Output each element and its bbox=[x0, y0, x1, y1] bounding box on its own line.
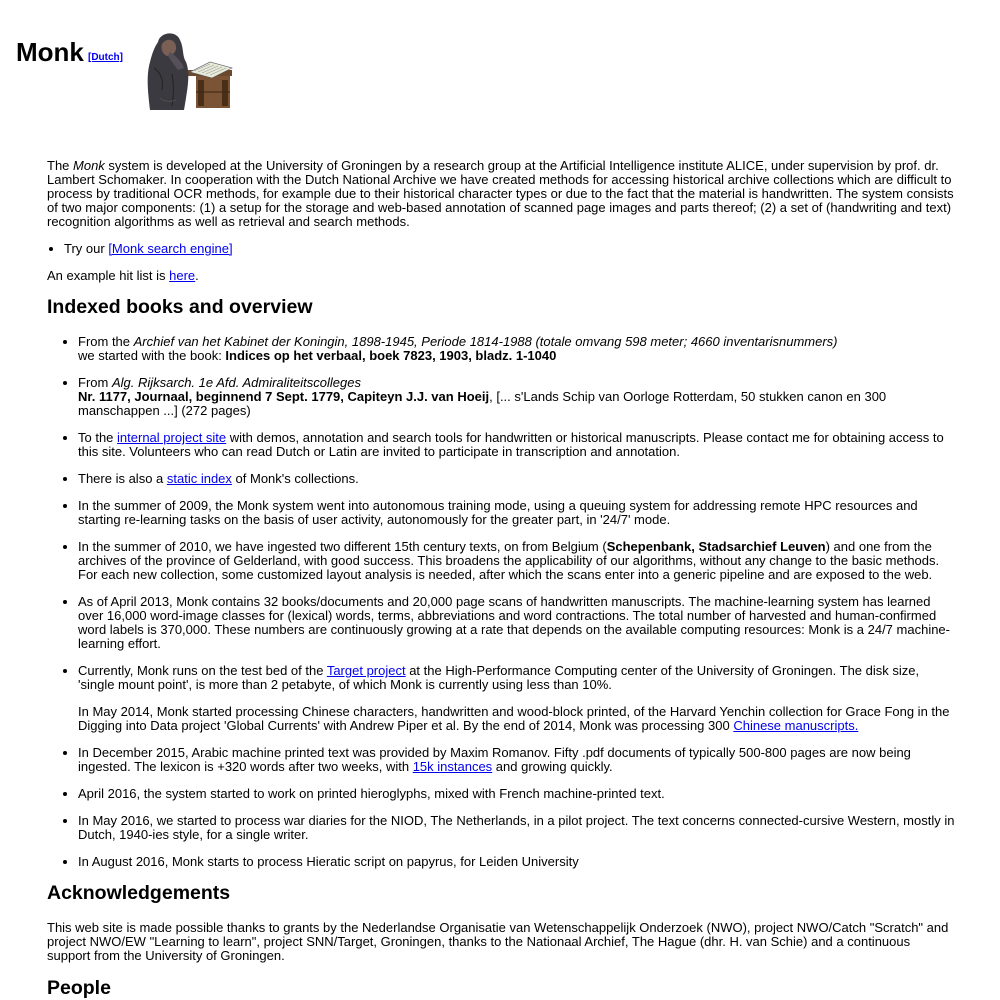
list-item bbox=[78, 595, 955, 651]
item-text: and growing quickly. bbox=[492, 759, 613, 774]
item-text: In May 2016, we started to process war diaries for the NIOD, The Netherlands, in a pilot project. The text concerns connected-cursive Western, mostly in Dutch, 1940-ies style, for a single writer. bbox=[78, 813, 955, 842]
item-strong: Schepenbank, Stadsarchief Leuven bbox=[606, 539, 826, 554]
list-item bbox=[78, 746, 955, 774]
item-emphasis: Archief van het Kabinet der Koningin, 1898-1945, Periode 1814-1988 (totale omvang 598 meter; 4660 inventarisnummers) bbox=[133, 334, 838, 349]
dutch-language-link[interactable]: [Dutch] bbox=[88, 52, 123, 63]
item-text: From the bbox=[78, 334, 134, 349]
item-emphasis: Alg. Rijksarch. 1e Afd. Admiraliteitscolleges bbox=[111, 375, 361, 390]
section-heading-indexed: Indexed books and overview bbox=[47, 296, 313, 318]
acknowledgements-paragraph: This web site is made possible thanks to grants by the Nederlandse Organisatie van Wetenschappelijk Onderzoek (NWO), project NWO/Catch "Scratch" and project NWO/EW "Learning to learn", project SNN/Target, Groningen, thanks to the Nationaal Archief, The Hague (dhr. H. van Schie) and a continuous support from the University of Groningen. bbox=[47, 920, 949, 963]
internal-project-site-link[interactable]: internal project site bbox=[117, 430, 227, 445]
item-text: In December 2015, Arabic machine printed text was provided by Maxim Romanov. Fifty .pdf documents of typically 500-800 pages are now being ingested. The lexicon is +320 words after two weeks, with bbox=[78, 745, 911, 774]
intro-paragraph bbox=[47, 159, 955, 229]
example-here-link[interactable]: here bbox=[169, 268, 196, 283]
item-text: As of April 2013, Monk contains 32 books/documents and 20,000 page scans of handwritten manuscripts. The machine-learning system has learned over 16,000 word-image classes for (lexical) words, terms, abbreviations and word contractions. The total number of harvested and human-confirmed word labels is 370,000. These numbers are continuously growing at a rate that depends on the available computing resources: Monk is a 24/7 machine-learning effort. bbox=[78, 594, 950, 651]
list-item bbox=[78, 814, 955, 842]
main-content bbox=[47, 159, 955, 999]
monk-illustration bbox=[140, 28, 234, 112]
item-text: There is also a bbox=[78, 471, 167, 486]
list-item bbox=[78, 472, 955, 486]
item-strong: Indices op het verbaal, boek 7823, 1903, bladz. 1-1040 bbox=[225, 348, 557, 363]
intro-text: The bbox=[47, 158, 74, 173]
section-heading-acknowledgements: Acknowledgements bbox=[47, 882, 231, 904]
item-text: Currently, Monk runs on the test bed of the bbox=[78, 663, 327, 678]
item-text: , [... s'Lands Schip van Oorloge Rotterdam, 50 stukken canon en 300 manschappen ...] (272 pages) bbox=[78, 389, 887, 418]
example-hit-list bbox=[47, 269, 955, 283]
try-text: Try our bbox=[64, 241, 109, 256]
monk-search-engine-link[interactable]: [Monk search engine] bbox=[108, 241, 233, 256]
example-text: . bbox=[195, 268, 199, 283]
item-text: with demos, annotation and search tools for handwritten or historical manuscripts. Please contact me for obtaining access to this site. Volunteers who can read Dutch or Latin are invited to participate in transcription and annotation. bbox=[78, 430, 944, 459]
try-list bbox=[47, 242, 955, 256]
item-strong: Nr. 1177, Journaal, beginnend 7 Sept. 1779, Capiteyn J.J. van Hoeij bbox=[78, 389, 490, 404]
item-text: at the High-Performance Computing center of the University of Groningen. The disk size, 'single mount point', is more than 2 petabyte, of which Monk is currently using less than 10%. bbox=[78, 663, 920, 692]
item-text: we started with the book: bbox=[78, 348, 226, 363]
item-text: ) and one from the archives of the province of Gelderland, with good success. This broadens the applicability of our algorithms, without any change to the basic methods. For each new collection, some customized layout analysis is needed, after which the scans enter into a generic pipeline and are exposed to the web. bbox=[78, 539, 940, 582]
item-text: In August 2016, Monk starts to process Hieratic script on papyrus, for Leiden University bbox=[78, 854, 579, 869]
item-text: From bbox=[78, 375, 112, 390]
list-item bbox=[78, 540, 955, 582]
example-text: An example hit list is bbox=[47, 268, 170, 283]
list-item bbox=[64, 242, 955, 256]
item-subparagraph bbox=[78, 705, 955, 733]
intro-text: system is developed at the University of Groningen by a research group at the Artificial Intelligence institute ALICE, under supervision by prof. dr. Lambert Schomaker. In cooperation with the Dutch National Archive we have created methods for accessing historical archive collections which are difficult to process by traditional OCR methods, for example due to their historical character types or due to the fact that the material is handwritten. The system consists of two major components: (1) a setup for the storage and web-based annotation of scanned page images and parts thereof; (2) a set of (handwriting and text) recognition algorithms as well as retrieval and search methods. bbox=[47, 158, 954, 229]
item-text: In May 2014, Monk started processing Chinese characters, handwritten and wood-block printed, of the Harvard Yenchin collection for Grace Fong in the Digging into Data project 'Global Currents' with Andrew Piper et al. By the end of 2014, Monk was processing 300 bbox=[78, 704, 950, 733]
list-item bbox=[78, 431, 955, 459]
item-text: In the summer of 2010, we have ingested two different 15th century texts, on from Belgium ( bbox=[78, 539, 607, 554]
item-text: of Monk's collections. bbox=[231, 471, 359, 486]
list-item bbox=[78, 664, 955, 733]
intro-monk-emphasis: Monk bbox=[73, 158, 105, 173]
list-item bbox=[78, 855, 955, 869]
static-index-link[interactable]: static index bbox=[166, 471, 232, 486]
chinese-manuscripts-link[interactable]: Chinese manuscripts. bbox=[733, 718, 859, 733]
list-item bbox=[78, 376, 955, 418]
list-item bbox=[78, 787, 955, 801]
list-item bbox=[78, 335, 955, 363]
item-text: April 2016, the system started to work on printed hieroglyphs, mixed with French machine-printed text. bbox=[78, 786, 665, 801]
section-heading-people: People bbox=[47, 977, 111, 999]
overview-list bbox=[47, 335, 955, 869]
item-text: To the bbox=[78, 430, 118, 445]
list-item bbox=[78, 499, 955, 527]
site-title: Monk bbox=[16, 37, 84, 67]
15k-instances-link[interactable]: 15k instances bbox=[412, 759, 493, 774]
target-project-link[interactable]: Target project bbox=[326, 663, 406, 678]
item-text: In the summer of 2009, the Monk system went into autonomous training mode, using a queuing system for addressing remote HPC resources and starting re-learning tasks on the basis of user activity, autonomously for the greater part, in '24/7' mode. bbox=[78, 498, 918, 527]
